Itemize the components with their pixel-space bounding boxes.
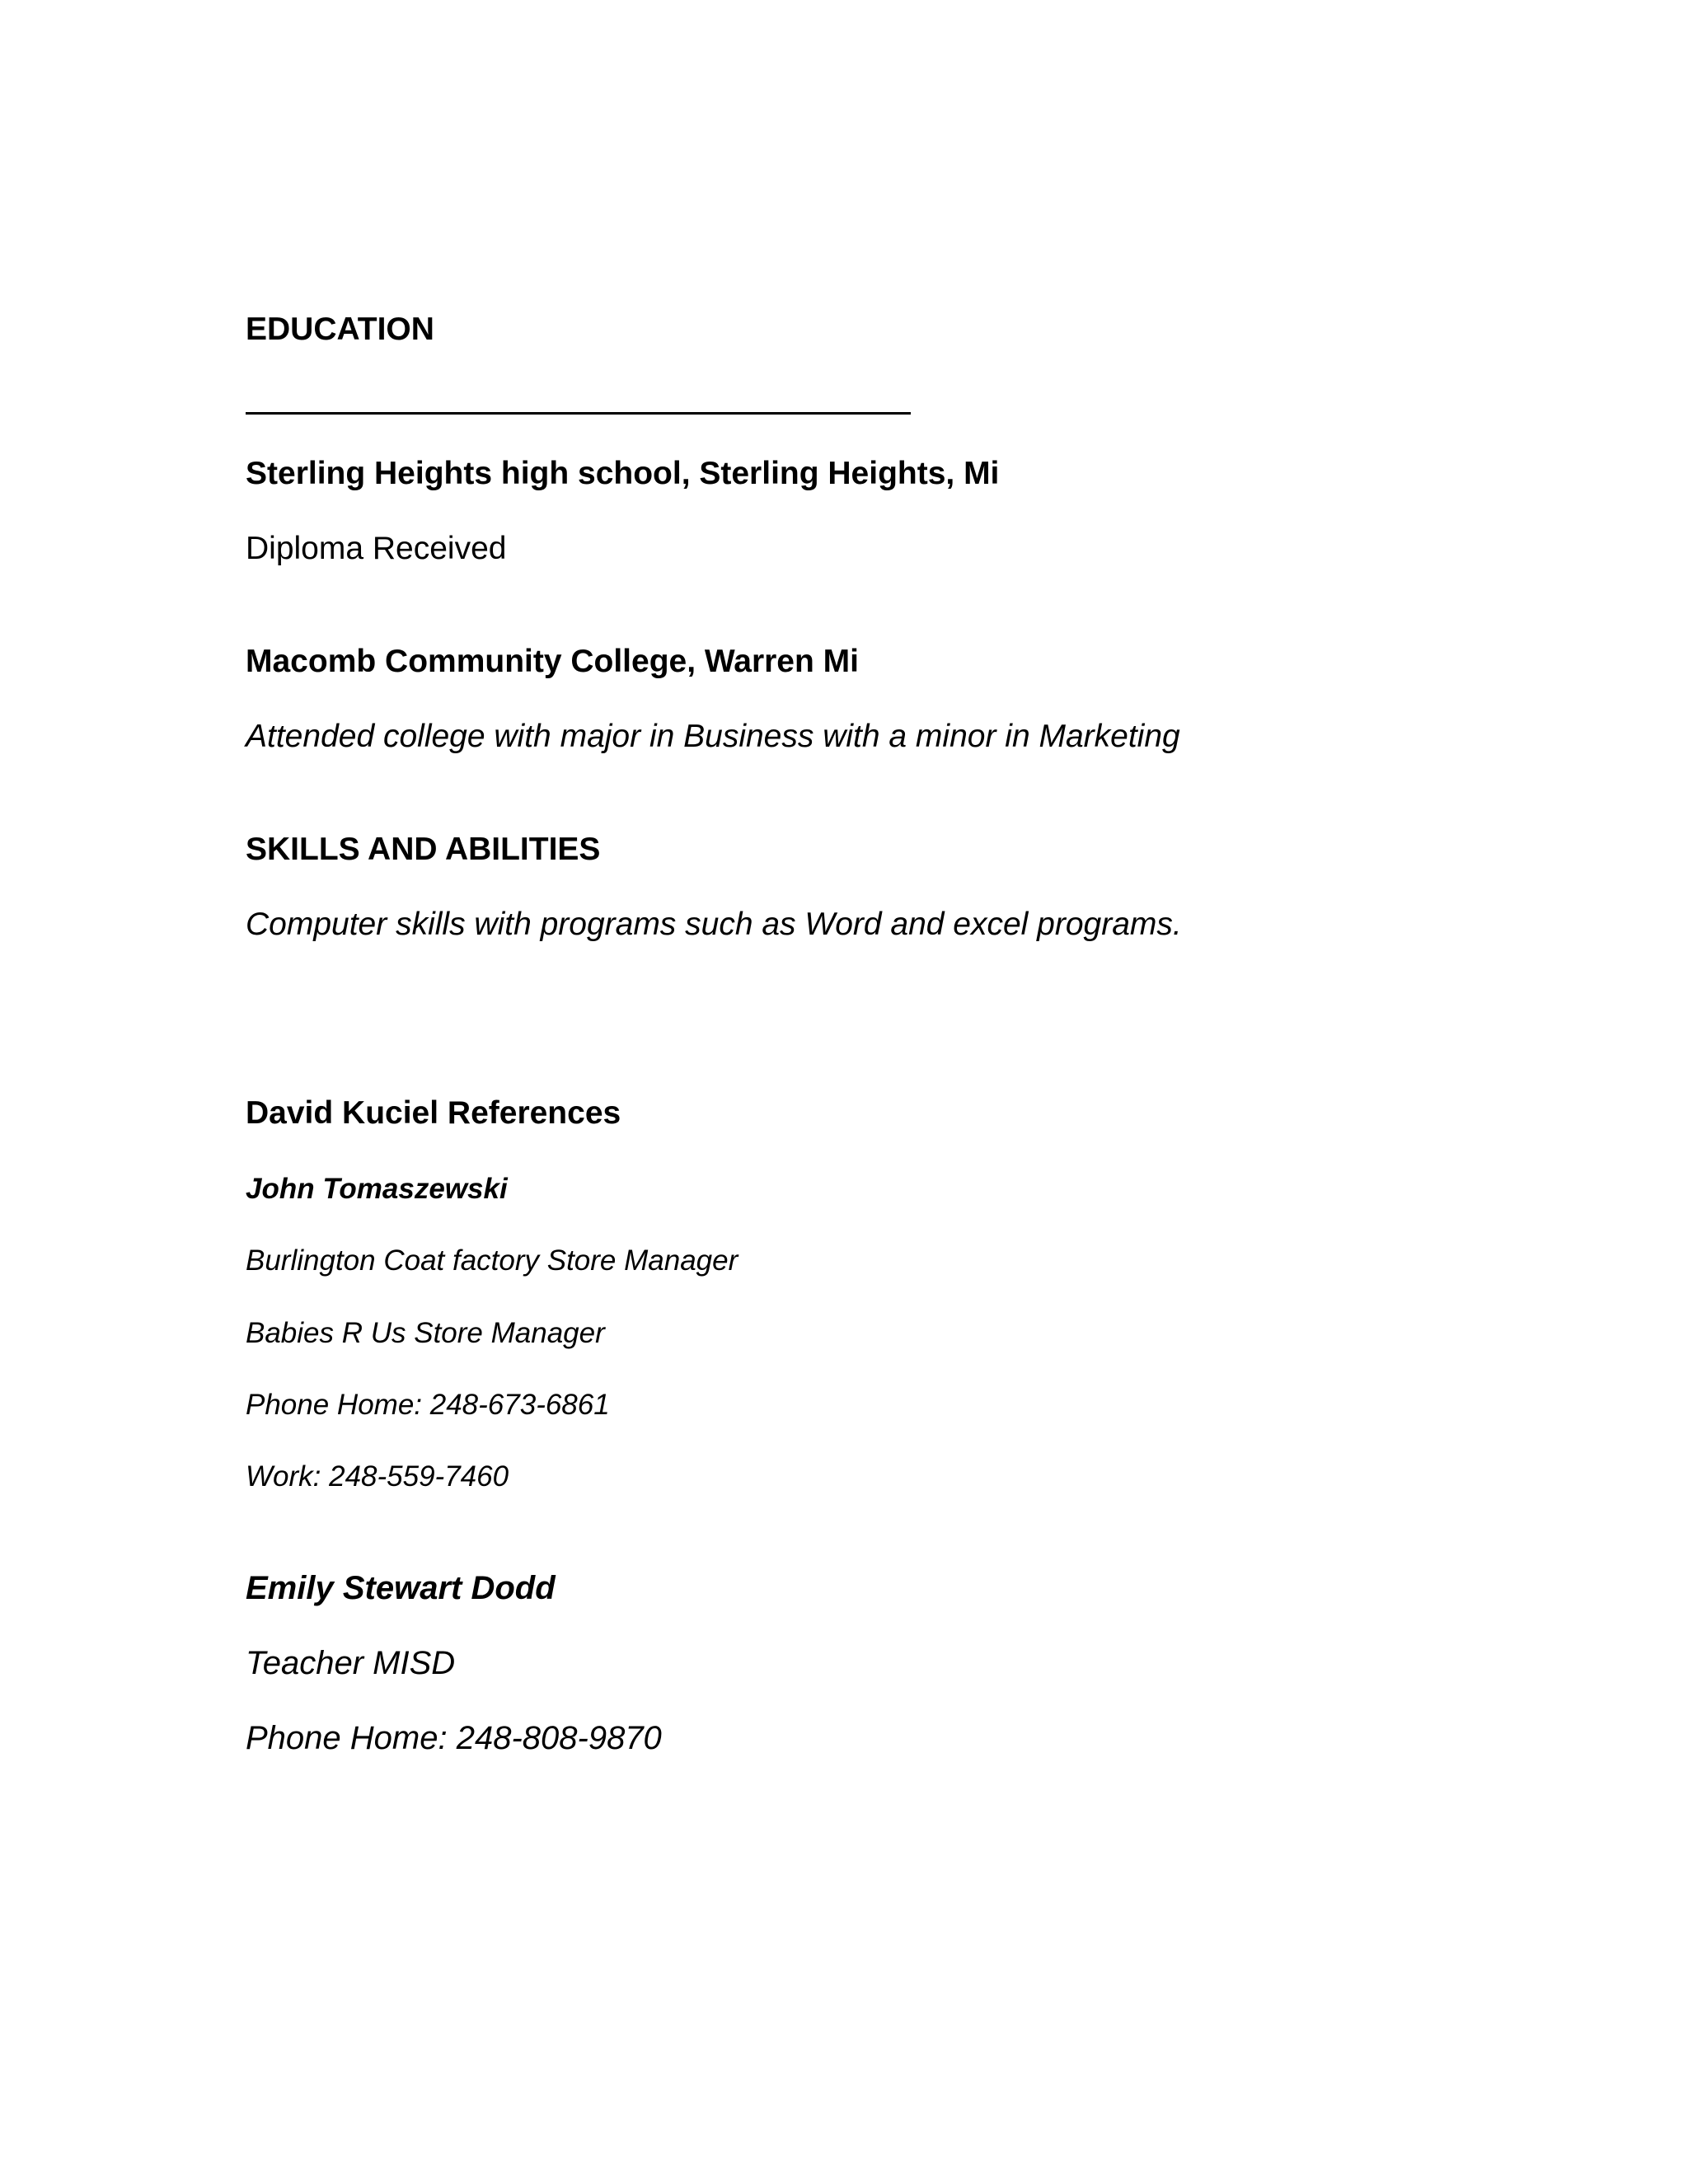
skills-text: Computer skills with programs such as Word and excel programs. — [246, 907, 1182, 942]
section-divider — [246, 412, 911, 415]
reference-1-phone-work: Work: 248-559-7460 — [246, 1460, 509, 1493]
education-heading: EDUCATION — [246, 312, 434, 347]
reference-name-2: Emily Stewart Dodd — [246, 1570, 556, 1606]
references-heading: David Kuciel References — [246, 1095, 621, 1131]
reference-1-phone-home: Phone Home: 248-673-6861 — [246, 1389, 610, 1421]
reference-1-line-2: Babies R Us Store Manager — [246, 1317, 605, 1349]
reference-1-line-1: Burlington Coat factory Store Manager — [246, 1244, 738, 1277]
reference-2-line-1: Teacher MISD — [246, 1645, 456, 1681]
reference-name-1: John Tomaszewski — [246, 1173, 508, 1205]
education-detail-2: Attended college with major in Business with a minor in Marketing — [246, 719, 1180, 754]
education-school-2: Macomb Community College, Warren Mi — [246, 644, 859, 679]
education-school-1: Sterling Heights high school, Sterling Heights, Mi — [246, 456, 1000, 491]
skills-heading: SKILLS AND ABILITIES — [246, 832, 601, 867]
reference-2-phone-home: Phone Home: 248-808-9870 — [246, 1720, 662, 1756]
education-detail-1: Diploma Received — [246, 531, 507, 566]
